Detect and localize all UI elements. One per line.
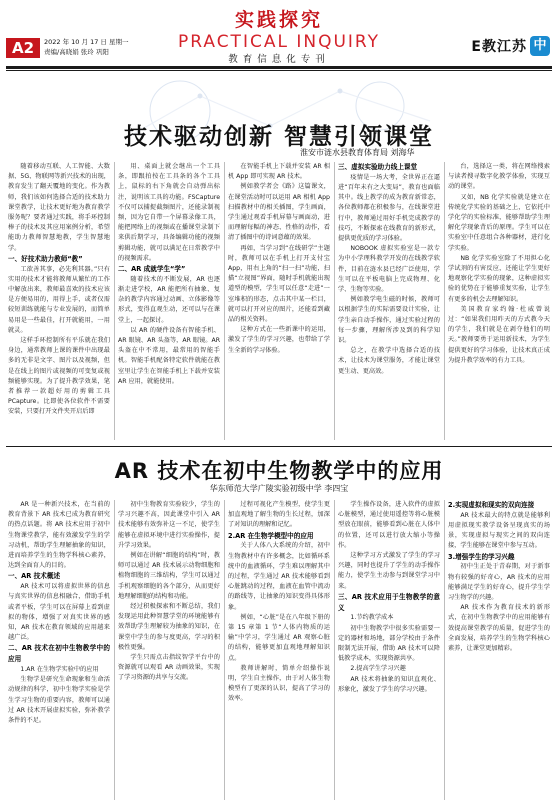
paragraph: 学生操作设备，进入软件的虚拟心脏模型，通过使用遥控等将心脏模型放在眼前，能够看到心脏在人体中的位置，还可以进行放大缩小等操作。 [338, 501, 440, 549]
paragraph: 例如教学者会《路》这篇课文，在课堂活动时可以运用 AR 相机 App 扫描教材中的相关插图，学生画面，学生通过观看手机屏幕与画面动，进而理解每幅的神态、性格的动作，看清了插图中的诗词意蕴的效果。 [228, 183, 330, 242]
paragraph: 台，选择这一类，将在网络搜索与读者搜寻数字化教学体验，实现互动的课堂。 [448, 163, 550, 191]
paragraph: AR 是一种新兴技术，在当前的教育背景下 AR 技术已成为教育研究的热点话题。将 AR 技术应用于初中生物课堂教学，能有效激发学生的学习动机，帮助学生理解抽象的知识，进而培养学生的生物学科核心素养，达到全面育人的目的。 [8, 501, 110, 570]
article1-title: 技术驱动创新 智慧引领课堂 [123, 124, 434, 150]
article1-column-4 [338, 162, 440, 440]
paragraph: NOBOOK 虚拟实验室是一款专为中小学理科教学开发的在线教学软件，目前在涟水县已经广泛使用，学生可以在平板电脑上完成物理、化学、生物等实验。 [338, 245, 440, 294]
paragraph: 1.节约教学成本 [350, 614, 394, 622]
paragraph: 再如，当学习到“在线研学”主题时，教师可以在手机上打开支付宝 App，用右上角的“扫一扫”功能，扫描“立视图”界面，随时手机就能出现道型的模型，学生可以任意“走进”一室堆积的形态，点击其中某一栏目，就可以打开对应的图片，还能看到藏品的相关资料。 [228, 244, 330, 324]
brand-mark-icon: 中 [530, 36, 550, 56]
column-separator [224, 500, 225, 800]
paragraph: 美国教育家约翰·杜威曾说过：“如果我们用昨天的方式教今天的学生，我们就是在剥夺他们的明天。”教师要勇于运用新技术，为学生提供更好的学习体验，让技术真正成为提升教学效率的有力工具。 [448, 305, 550, 364]
brand-logo [471, 34, 550, 58]
header-rule [6, 66, 552, 69]
section-heading: 一、AR 技术概述 [8, 572, 61, 581]
article1-column-1 [8, 162, 110, 440]
section-heading: 2.实现虚拟和现实的双向连接 [448, 501, 535, 509]
section-heading: 二、AR 技术在初中生物教学中的应用 [8, 644, 110, 664]
paragraph: AR 技术最大的特点就是能够利用虚拟现实教学设备呈现真实的场景，实现虚拟与现实之间的双向连接，学生能够在课堂中参与互动。 [448, 511, 550, 550]
column-separator [334, 162, 335, 440]
article1-column-2 [118, 162, 220, 440]
paragraph: 过程可视化产生模型，使学生更加直观地了解生物的生长过程，加深了对知识的理解和记忆。 [228, 501, 330, 529]
paragraph: 经过积极探索和不断总结，我们发现运用此种智慧学堂的环境能够有效帮助学生理解较为抽象的知识，在课堂中学生的参与度更高，学习的积极性更强。 [118, 603, 220, 651]
paragraph: 以 AR 的硬件设备有智能手机、AR 眼镜、AR 头盔等，AR 眼镜。AR 头盔在中不常用，最常用的智能手机。智能手机配备特定软件就能在教室里让学生在智能手机上下载并安装 AR 应用，就能使用。 [118, 326, 220, 385]
paragraph: AR 技术可以将虚拟世界的信息与真实世界的信息相融合，借助手机或者平板，学生可以在屏幕上看到虚拟的物体，增强了对真实世界的感知，AR 技术在教育领域的应用越来越广泛。 [8, 583, 110, 642]
paragraph: AR 技术将抽象的知识直观化、形象化，激发了学生的学习兴趣。 [338, 675, 440, 693]
paragraph: 这种方式在一些新课中的运用，激发了学生的学习兴趣，也带给了学生全新的学习体验。 [228, 326, 330, 354]
paragraph: 总之，在教学中选择合适的技术，让技术为课堂服务，才能让课堂更生动、更高效。 [338, 347, 440, 375]
brand-text: E教江苏 [471, 39, 527, 55]
column-separator [334, 500, 335, 800]
article1-column-5 [448, 162, 550, 440]
article2-byline: 华东师范大学广陵实验初级中学 李四宝 [209, 484, 349, 493]
issue-editors: 责编/高晓娟 张玲 巩阳 [44, 48, 109, 56]
paragraph: 这样手环控制所有平乐就在我们身边，通常教师上课的课件中出现最多的无非是文字、图片以及视频，但是在线上的图片或视频的可变复或视频能够实现。为了提升教学效果，笔者推荐一款超好用的剪辑工具PCapture。比即使各位软件不需要安装，只要打开文件夹开启后即 [8, 337, 110, 416]
column-separator [224, 162, 225, 440]
header-rule-thin [6, 70, 552, 71]
column-title-en: PRACTICAL INQUIRY [177, 32, 381, 52]
section-heading: 三、虚拟实验助力线上课堂 [338, 163, 418, 171]
paragraph: 随着技术的不断发展，AR 也逐渐走进学校，AR 能把所有抽象、复杂的教学内容通过动画、立体影像等形式，变得直观生动，还可以与在课堂上，一起探讨。 [118, 275, 220, 324]
paragraph: 又如，NB 化学实验就是建立在传统化学实验的基础之上，它依托中学化学的实验标准，能够帮助学生理解化学现象背后的原理。学生可以在实验室中任意组合各种器材，进行化学实验。 [448, 193, 550, 252]
article2-column-4 [338, 500, 440, 800]
paragraph: 例如教学电生磁的时候，教师可以根据学生的实际需要设计实验，让学生亲自动手操作，通过实验过程的每一步骤，理解所涉及到的科学知识。 [338, 296, 440, 345]
paragraph: 初中生物教育实验较少，学生的学习兴趣不高，因此课堂中引入 AR 技术能够有效弥补这一不足，使学生能够在虚拟环境中进行实验操作，提升学习效果。 [118, 501, 220, 549]
paragraph: 工欲善其事，必先利其器。”只有实用的技术才能将教师从繁忙的工作中解放出来，教师最喜欢的技术应该是方便易用的，用得上手，或者仅需较短训练就能与专业发展的，而简单易用是一些最佳，打开就能用，一用就灵。 [8, 265, 110, 334]
section-heading: 一、好技术助力教师“教” [8, 254, 83, 263]
page-number-badge: A2 [6, 38, 40, 58]
paragraph: 随着移动互联、人工智能、大数据、5G、物联网等新兴技术的出现，教育发生了翻天覆地的变化。作为教师，我们该如何选择合适的技术助力课堂教学，让技术更好地为教育教学服务呢？要者通过实践，将手环控制棒子的技术及其应用案例分析，希望能助力教师智慧地教，学生智慧地学。 [8, 163, 110, 252]
paragraph: 初中生物教学中很多实验需要一定的器材和场地，部分学校由于条件限制无法开展，借助 AR 技术可以降低教学成本，实现资源共享。 [338, 624, 440, 663]
article2-title: AR 技术在初中生物教学中的应用 [114, 459, 444, 483]
article2-column-3 [228, 500, 330, 800]
article2-column-5 [448, 500, 550, 800]
paragraph: 疫情是一场大考，全世界正在逼进“百年未有之大变局”，教育也面临其中。线上教学的成为教育新常态，各位教师都在积极参与，在线课堂进行中，教师通过用好手机完成教学的技巧，不断探索在线教育的新形式，提供更优质的学习体验。 [338, 173, 440, 243]
article1-byline: 淮安市涟水县教育体育局 刘海华 [300, 148, 415, 157]
paragraph: 生物学是研究生命现象和生命活动规律的科学，初中生物学实验是学生学习生物的重要内容，教师可以通过 AR 技术开展虚拟实验，弥补教学条件的不足。 [8, 676, 110, 725]
paragraph: AR 技术作为教育技术的新形式，在初中生物教学中的应用能够有效提高课堂教学的质量，促进学生的全面发展，培养学生的生物学科核心素养，让课堂更加精彩。 [448, 604, 550, 653]
issue-date: 2022 年 10 月 17 日 星期一 [44, 38, 129, 46]
paragraph: 关于人体八大系统的介绍，初中生物教材中有许多概念，比如循环系统中的血液循环，学生难以理解其中的过程，学生通过 AR 技术能够看到心脏跳动的过程，血液在血管中流动的路线等，让抽象的知识变得具体形象。 [228, 542, 330, 611]
paragraph: 1.AR 在生物学实验中的应用 [20, 666, 99, 674]
section-heading: 2.AR 在生物学模型中的应用 [228, 531, 314, 540]
paragraph: 在智能手机上下载并安装 AR 相机 App 即可实现 AR 技术。 [228, 163, 330, 181]
paragraph: NB 化学实验室除了不用担心化学试剂的有害反应，还能让学生更好地观察化学实验的现象，这种虚拟实验的优势在于能够重复实验，让学生有更多的机会去理解知识。 [448, 254, 550, 303]
column-separator [444, 162, 445, 440]
column-title-zh: 实践探究 [234, 9, 323, 31]
column-subtitle: 教育信息化专刊 [228, 54, 330, 65]
paragraph: 2.提高学生学习兴趣 [350, 665, 406, 673]
section-divider [6, 446, 552, 447]
paragraph: 例如在讲解“细胞的结构”时，教师可以通过 AR 技术展示动物细胞和植物细胞的三维结构，学生可以通过手机观察细胞的各个部分，从而更好地理解细胞的结构和功能。 [118, 552, 220, 600]
section-heading: 三、AR 技术应用于生物教学的意义 [338, 592, 440, 612]
article1-column-3 [228, 162, 330, 440]
paragraph: 这种学习方式激发了学生的学习兴趣，同时也提升了学生的动手操作能力，使学生主动参与到课堂学习中来。 [338, 552, 440, 590]
column-separator [444, 500, 445, 800]
paragraph: 例如，“心脏”是在八年级下册的第 15 章第 1 节“人体内物质的运输”中学习，学生通过 AR 观察心脏的结构，能够更加直观地理解知识点。 [228, 613, 330, 662]
section-heading: 3.增强学生的学习兴趣 [448, 552, 515, 561]
paragraph: 初中生正处于青春期，对于新事物有较强的好奇心，AR 技术的应用能够满足学生的好奇心，提升学生学习生物学的兴趣。 [448, 563, 550, 602]
article2-column-1 [8, 500, 110, 800]
section-heading: 二、AR 成就学生“学” [118, 265, 186, 274]
paragraph: 教师讲解时，简单介绍操作说明，学生自主操作，由于对人体生物模型有了更深的认识，提高了学习的效率。 [228, 664, 330, 703]
column-separator [114, 500, 115, 800]
paragraph: 用、桌面上就会继出一个工具条，即跟拍按在工具条的各个工具上，鼠标的右下角就会自动弹出标注，说明该工具的功能。FSCapture不仅可以捕捉截频图片，还能录制视频，因为它自带一个屏幕录像工具，能把网络上的视频或在播课堂录制下来供后期学习，具备编辑功能的视频剪辑功能，就可以满足在日常教学中的视频需求。 [118, 163, 220, 262]
paragraph: 学生只需点击指纹智学平台中的资源就可以观看 AR 动画效果，实现了学习资源的共享与交流。 [118, 654, 220, 682]
column-separator [114, 162, 115, 440]
article2-column-2 [118, 500, 220, 800]
